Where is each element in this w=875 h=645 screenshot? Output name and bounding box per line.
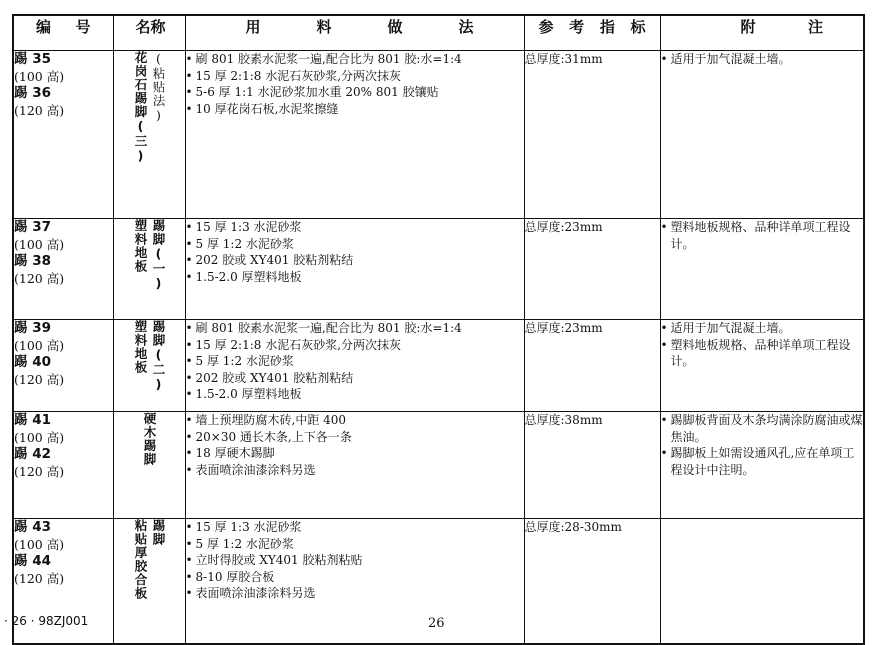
note-text: • 适用于加气混凝土墙。 bbox=[661, 320, 864, 337]
method-step: • 202 胶或 XY401 胶粘剂粘结 bbox=[186, 252, 524, 269]
ref-value: 总厚度:28-30mm bbox=[524, 520, 622, 534]
ref-value: 总厚度:23mm bbox=[524, 220, 603, 234]
method-cell bbox=[185, 519, 524, 644]
header-char: 称 bbox=[150, 18, 166, 36]
code-number: 踢 42 bbox=[14, 446, 51, 462]
note-text: • 踢脚板上如需设通风孔,应在单项工程设计中注明。 bbox=[661, 445, 864, 478]
method-step: • 墙上预埋防腐木砖,中距 400 bbox=[186, 412, 524, 429]
code-number: 踢 35 bbox=[14, 51, 51, 67]
code-height: (120 高) bbox=[14, 464, 65, 479]
header-note-text bbox=[661, 16, 864, 37]
note-text: • 塑料地板规格、品种详单项工程设计。 bbox=[661, 337, 864, 370]
method-step: • 8-10 厚胶合板 bbox=[186, 569, 524, 586]
code-number: 踢 41 bbox=[14, 412, 51, 428]
note-text: • 踢脚板背面及木条均满涂防腐油或煤焦油。 bbox=[661, 412, 864, 445]
code-height: (100 高) bbox=[14, 237, 65, 252]
header-char: 号 bbox=[75, 18, 91, 36]
code-height: (100 高) bbox=[14, 338, 65, 353]
method-step: • 刷 801 胶素水泥浆一遍,配合比为 801 胶:水=1:4 bbox=[186, 320, 524, 337]
note-text: • 适用于加气混凝土墙。 bbox=[661, 51, 864, 68]
name-cell bbox=[113, 519, 185, 644]
ref-cell bbox=[524, 320, 660, 412]
method-cell bbox=[185, 412, 524, 519]
header-char: 标 bbox=[630, 18, 646, 36]
method-step: • 202 胶或 XY401 胶粘剂粘结 bbox=[186, 370, 524, 387]
method-step: • 20×30 通长木条,上下各一条 bbox=[186, 429, 524, 446]
header-method-text bbox=[186, 16, 524, 37]
name-cell bbox=[113, 51, 185, 219]
header-char: 编 bbox=[36, 18, 52, 36]
table-header bbox=[13, 15, 864, 51]
header-name-text bbox=[114, 16, 185, 37]
method-step: • 18 厚硬木踢脚 bbox=[186, 445, 524, 462]
header-char: 法 bbox=[458, 18, 474, 36]
ref-value: 总厚度:38mm bbox=[524, 413, 603, 427]
code-cell bbox=[13, 412, 113, 519]
code-height: (120 高) bbox=[14, 271, 65, 286]
header-code-text bbox=[14, 16, 113, 37]
header-char: 料 bbox=[316, 18, 332, 36]
table-row bbox=[13, 320, 864, 412]
method-step: • 5 厚 1:2 水泥砂浆 bbox=[186, 236, 524, 253]
name-text: 硬木踢脚 bbox=[142, 412, 157, 466]
method-step: • 5 厚 1:2 水泥砂浆 bbox=[186, 536, 524, 553]
method-step: • 1.5-2.0 厚塑料地板 bbox=[186, 269, 524, 286]
code-height: (100 高) bbox=[14, 430, 65, 445]
header-name bbox=[113, 15, 185, 51]
method-step: • 5 厚 1:2 水泥砂浆 bbox=[186, 353, 524, 370]
name-cell bbox=[113, 219, 185, 320]
construction-table bbox=[12, 14, 865, 645]
note-cell bbox=[660, 51, 864, 219]
header-char: 附 bbox=[740, 18, 756, 36]
name-cell bbox=[113, 320, 185, 412]
note-cell bbox=[660, 219, 864, 320]
method-cell bbox=[185, 320, 524, 412]
header-char: 注 bbox=[807, 18, 823, 36]
code-height: (100 高) bbox=[14, 69, 65, 84]
method-step: • 15 厚 1:3 水泥砂浆 bbox=[186, 519, 524, 536]
header-char: 做 bbox=[387, 18, 403, 36]
name-text: 塑料地板 bbox=[133, 320, 148, 374]
code-number: 踢 43 bbox=[14, 519, 51, 535]
ref-value: 总厚度:23mm bbox=[524, 321, 603, 335]
method-step: • 表面喷涂油漆涂料另选 bbox=[186, 462, 524, 479]
method-step: • 5-6 厚 1:1 水泥砂浆加水重 20% 801 胶镶贴 bbox=[186, 84, 524, 101]
code-height: (100 高) bbox=[14, 537, 65, 552]
method-step: • 立时得胶或 XY401 胶粘剂粘贴 bbox=[186, 552, 524, 569]
ref-cell bbox=[524, 519, 660, 644]
code-number: 踢 39 bbox=[14, 320, 51, 336]
method-step: • 1.5-2.0 厚塑料地板 bbox=[186, 386, 524, 403]
code-cell bbox=[13, 320, 113, 412]
code-cell bbox=[13, 219, 113, 320]
header-char: 指 bbox=[599, 18, 615, 36]
name-text: (粘贴法) bbox=[151, 51, 166, 124]
code-number: 踢 38 bbox=[14, 253, 51, 269]
code-number: 踢 37 bbox=[14, 219, 51, 235]
header-method bbox=[185, 15, 524, 51]
table-body bbox=[13, 51, 864, 644]
name-text: 踢脚 bbox=[151, 519, 166, 546]
table-row bbox=[13, 219, 864, 320]
method-cell bbox=[185, 219, 524, 320]
header-char: 考 bbox=[569, 18, 585, 36]
table-row bbox=[13, 51, 864, 219]
ref-cell bbox=[524, 219, 660, 320]
name-text: 踢脚(一) bbox=[151, 219, 166, 292]
name-text: 粘贴厚胶合板 bbox=[133, 519, 148, 600]
code-number: 踢 36 bbox=[14, 85, 51, 101]
code-height: (120 高) bbox=[14, 571, 65, 586]
header-char: 参 bbox=[538, 18, 554, 36]
method-step: • 15 厚 2:1:8 水泥石灰砂浆,分两次抹灰 bbox=[186, 337, 524, 354]
ref-cell bbox=[524, 51, 660, 219]
code-number: 踢 40 bbox=[14, 354, 51, 370]
name-text: 花岗石踢脚(三) bbox=[133, 51, 148, 164]
code-number: 踢 44 bbox=[14, 553, 51, 569]
table-row bbox=[13, 412, 864, 519]
code-cell bbox=[13, 51, 113, 219]
page-number: 26 bbox=[428, 616, 445, 631]
method-step: • 表面喷涂油漆涂料另选 bbox=[186, 585, 524, 602]
footer-code: · 26 · 98ZJ001 bbox=[4, 614, 89, 628]
code-height: (120 高) bbox=[14, 103, 65, 118]
code-height: (120 高) bbox=[14, 372, 65, 387]
ref-value: 总厚度:31mm bbox=[524, 52, 603, 66]
method-step: • 15 厚 2:1:8 水泥石灰砂浆,分两次抹灰 bbox=[186, 68, 524, 85]
note-cell bbox=[660, 519, 864, 644]
header-char: 用 bbox=[245, 18, 261, 36]
note-cell bbox=[660, 320, 864, 412]
method-cell bbox=[185, 51, 524, 219]
header-code bbox=[13, 15, 113, 51]
header-char: 名 bbox=[135, 18, 151, 36]
method-step: • 15 厚 1:3 水泥砂浆 bbox=[186, 219, 524, 236]
name-cell bbox=[113, 412, 185, 519]
method-step: • 刷 801 胶素水泥浆一遍,配合比为 801 胶:水=1:4 bbox=[186, 51, 524, 68]
header-ref bbox=[524, 15, 660, 51]
name-text: 塑料地板 bbox=[133, 219, 148, 273]
note-cell bbox=[660, 412, 864, 519]
name-text: 踢脚(二) bbox=[151, 320, 166, 393]
method-step: • 10 厚花岗石板,水泥浆擦缝 bbox=[186, 101, 524, 118]
header-ref-text bbox=[525, 16, 660, 37]
note-text: • 塑料地板规格、品种详单项工程设计。 bbox=[661, 219, 864, 252]
header-note bbox=[660, 15, 864, 51]
ref-cell bbox=[524, 412, 660, 519]
